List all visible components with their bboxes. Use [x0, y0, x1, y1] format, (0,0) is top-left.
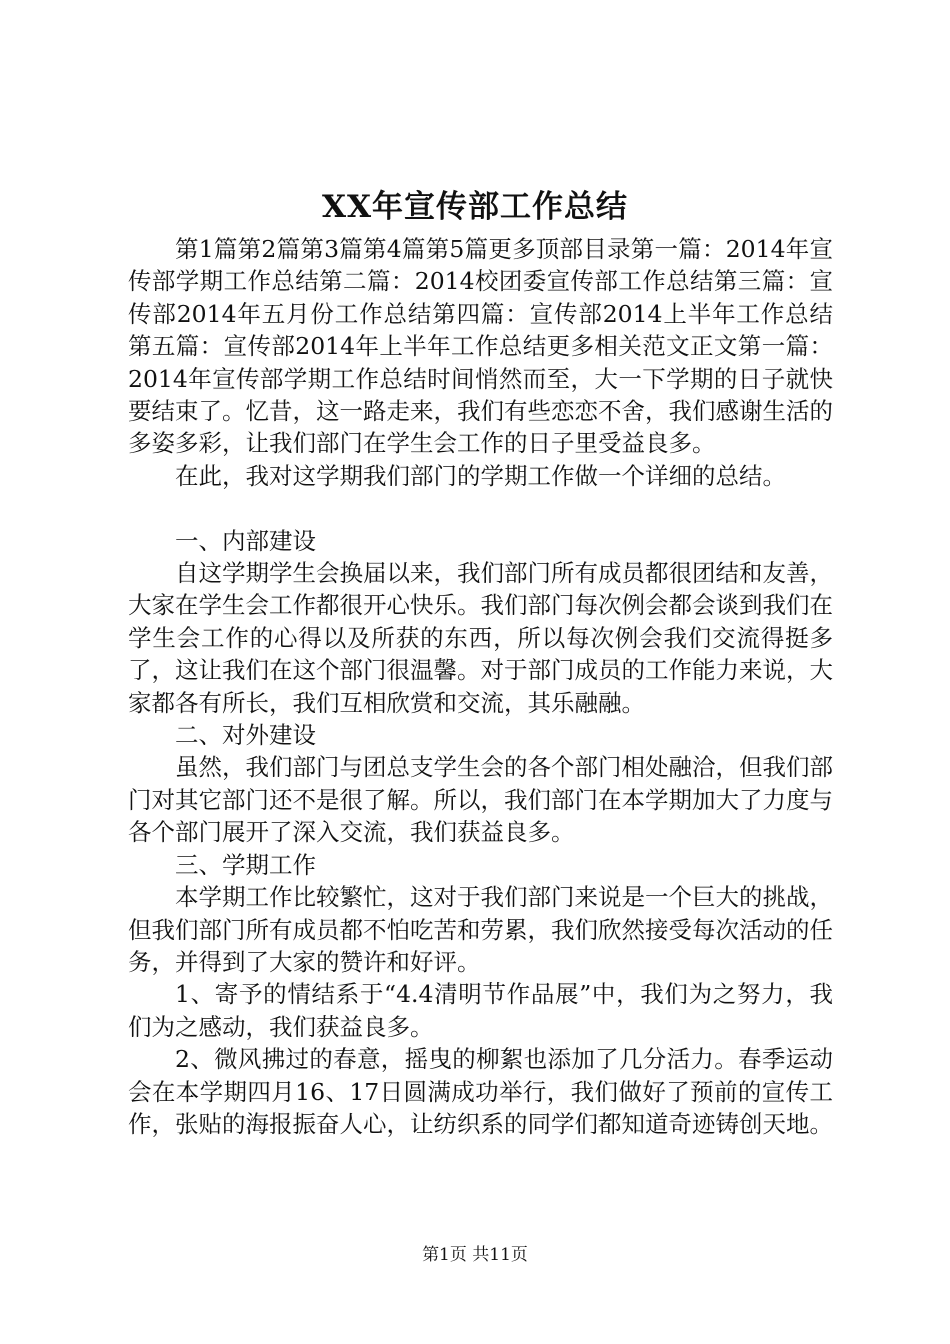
blank-line — [128, 492, 833, 524]
section-heading-external: 二、对外建设 — [175, 721, 316, 750]
document-title: XX年宣传部工作总结 — [321, 189, 629, 225]
section-text-semester: 本学期工作比较繁忙，这对于我们部门来说是一个巨大的挑战，但我们部门所有成员都不怕吃苦和劳累，我们欣然接受每次活动的任务，并得到了大家的赞许和好评。 — [128, 883, 833, 976]
section-heading-semester: 三、学期工作 — [175, 850, 316, 879]
page-footer: 第1页 共11页 — [422, 1245, 528, 1265]
intro-paragraph: 第1篇第2篇第3篇第4篇第5篇更多顶部目录第一篇：2014年宣传部学期工作总结第二篇：2014校团委宣传部工作总结第三篇：宣传部2014年五月份工作总结第四篇：宣传部2014上半年工作总结第五篇：宣传部2014年上半年工作总结更多相关范文正文第一篇：2014年宣传部学期工作总结时间悄然而至，大一下学期的日子就快要结束了。忆昔，这一路走来，我们有些恋恋不舍，我们感谢生活的多姿多彩，让我们部门在学生会工作的日子里受益良多。 — [128, 235, 833, 458]
list-item-1: 1、寄予的情结系于“4.4清明节作品展”中，我们为之努力，我们为之感动，我们获益良多。 — [128, 980, 833, 1041]
section-heading-internal: 一、内部建设 — [175, 526, 316, 555]
section-text-external: 虽然，我们部门与团总支学生会的各个部门相处融洽，但我们部门对其它部门还不是很了解。所以，我们部门在本学期加大了力度与各个部门展开了深入交流，我们获益良多。 — [128, 753, 833, 847]
summary-paragraph: 在此，我对这学期我们部门的学期工作做一个详细的总结。 — [175, 461, 786, 490]
section-text-internal: 自这学期学生会换届以来，我们部门所有成员都很团结和友善，大家在学生会工作都很开心快乐。我们部门每次例会都会谈到我们在学生会工作的心得以及所获的东西，所以每次例会我们交流得挺多了，这让我们在这个部门很温馨。对于部门成员的工作能力来说，大家都各有所长，我们互相欣赏和交流，其乐融融。 — [128, 559, 833, 717]
document-body — [128, 233, 833, 1140]
list-item-2: 2、微风拂过的春意，摇曳的柳絮也添加了几分活力。春季运动会在本学期四月16、17日圆满成功举行，我们做好了预前的宣传工作，张贴的海报振奋人心，让纺织系的同学们都知道奇迹铸创天地。 — [128, 1045, 833, 1138]
